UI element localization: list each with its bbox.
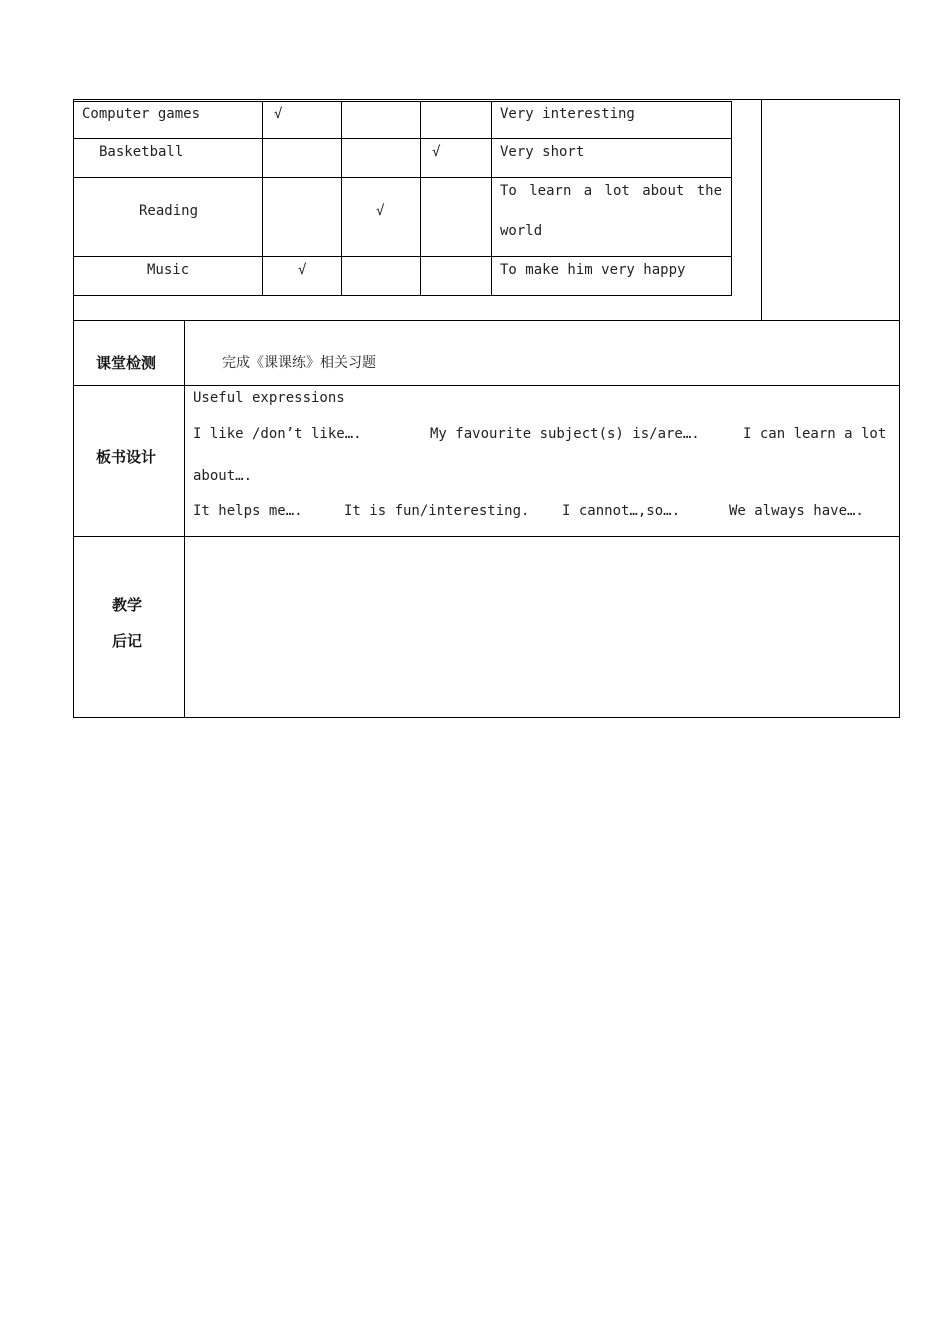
outer-left-border — [73, 99, 74, 718]
board-design-title: Useful expressions — [193, 390, 345, 406]
board-design-text: It is fun/interesting. — [344, 503, 530, 519]
teaching-notes-label-line2: 后记 — [112, 632, 143, 650]
inner-row-line — [73, 101, 732, 102]
table-cell-reason: world — [500, 223, 543, 239]
section-divider — [73, 385, 900, 386]
table-cell-subject: Basketball — [99, 144, 184, 160]
inner-row-line — [73, 177, 732, 178]
inner-col-line — [262, 101, 263, 296]
inner-row-line — [73, 256, 732, 257]
check-mark: √ — [274, 106, 283, 122]
table-cell-reason: Very short — [500, 144, 585, 160]
board-design-text: We always have…. — [729, 503, 864, 519]
inner-row-line — [73, 138, 732, 139]
board-design-text: I like /don’t like…. — [193, 426, 362, 442]
table-cell-subject: Reading — [139, 203, 199, 219]
right-divider — [761, 99, 762, 321]
classroom-check-content: 完成《课课练》相关习题 — [222, 355, 376, 371]
section-divider — [73, 320, 900, 321]
section-divider — [73, 536, 900, 537]
inner-col-line — [341, 101, 342, 296]
check-mark: √ — [432, 144, 441, 160]
board-design-text: I can learn a lot — [743, 426, 887, 442]
check-mark: √ — [376, 203, 385, 219]
outer-bottom-border — [73, 717, 900, 718]
label-column-divider — [184, 320, 185, 718]
table-cell-reason: Very interesting — [500, 106, 635, 122]
board-design-text: It helps me…. — [193, 503, 303, 519]
board-design-text: about…. — [193, 468, 253, 484]
table-cell-reason: To learn a lot about the — [500, 183, 722, 199]
outer-right-border — [899, 99, 900, 718]
board-design-label: 板书设计 — [96, 448, 157, 466]
inner-col-line — [731, 101, 732, 296]
table-cell-reason: To make him very happy — [500, 262, 686, 278]
inner-row-line — [73, 295, 732, 296]
check-mark: √ — [298, 262, 307, 278]
classroom-check-label: 课堂检测 — [96, 354, 157, 372]
inner-col-line — [491, 101, 492, 296]
table-cell-subject: Computer games — [82, 106, 201, 122]
teaching-notes-label-line1: 教学 — [112, 596, 143, 614]
inner-col-line — [420, 101, 421, 296]
teaching-notes-content[interactable] — [193, 545, 893, 710]
board-design-text: I cannot…,so…. — [562, 503, 681, 519]
outer-top-border — [73, 99, 900, 100]
board-design-text: My favourite subject(s) is/are…. — [430, 426, 700, 442]
table-cell-subject: Music — [147, 262, 190, 278]
